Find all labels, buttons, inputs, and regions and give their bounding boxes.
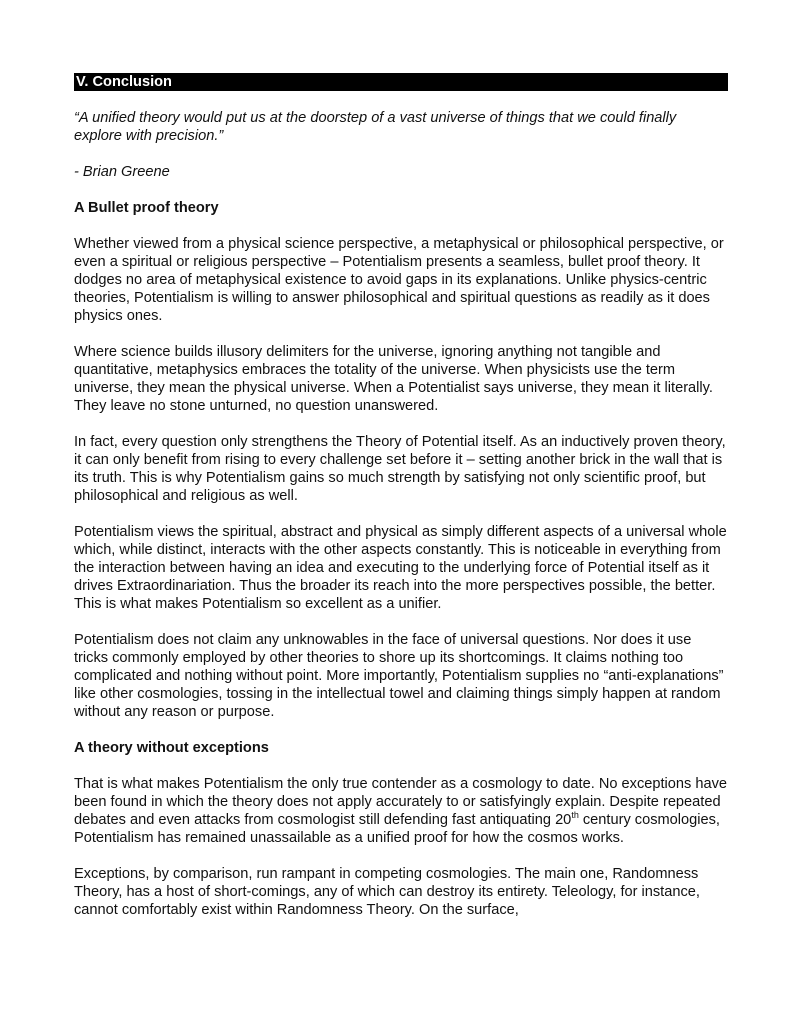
quote-attribution: - Brian Greene: [74, 164, 170, 180]
paragraph-6-text-b: century cosmologies, Potentialism has remained unassailable as a unified proof for how the cosmos works.: [74, 812, 720, 846]
paragraph-6-text-a: That is what makes Potentialism the only true contender as a cosmology to date. No exceptions have been found in which the theory does not apply accurately to or satisfyingly explain. Despite repeated debates and even attacks from cosmologist still defending fast antiquating 20: [74, 776, 728, 828]
subheading-without-exceptions: A theory without exceptions: [74, 740, 269, 756]
paragraph-1: Whether viewed from a physical science perspective, a metaphysical or philosophical perspective, or even a spiritual or religious perspective – Potentialism presents a seamless, bullet proof theory. It dodges no area of metaphysical existence to avoid gaps in its explanations. Unlike physics-centric theories, Potentialism is willing to answer philosophical and spiritual questions as readily as it does physics ones.: [74, 236, 724, 324]
paragraph-7: Exceptions, by comparison, run rampant in competing cosmologies. The main one, Randomness Theory, has a host of short-comings, any of which can destroy its entirety. Teleology, for instance, cannot comfortably exist within Randomness Theory. On the surface,: [74, 866, 700, 918]
epigraph-quote: “A unified theory would put us at the doorstep of a vast universe of things that we could finally explore with precision.”: [74, 110, 677, 144]
section-title: V. Conclusion: [74, 73, 728, 91]
document-page: [74, 73, 728, 919]
paragraph-6: [74, 775, 728, 847]
paragraph-2: Where science builds illusory delimiters for the universe, ignoring anything not tangible and quantitative, metaphysics embraces the totality of the universe. When physicists use the term universe, they mean the physical universe. When a Potentialist says universe, they mean it literally. They leave no stone unturned, no question unanswered.: [74, 344, 713, 414]
paragraph-5: Potentialism does not claim any unknowables in the face of universal questions. Nor does it use tricks commonly employed by other theories to shore up its shortcomings. It claims nothing too complicated and nothing without point. More importantly, Potentialism supplies no “anti-explanations” like other cosmologies, tossing in the intellectual towel and claiming things simply happen at random without any reason or purpose.: [74, 632, 724, 720]
paragraph-4: Potentialism views the spiritual, abstract and physical as simply different aspects of a universal whole which, while distinct, interacts with the other aspects constantly. This is noticeable in everything from the interaction between having an idea and executing to the underlying force of Potential itself as it drives Extraordinariation. Thus the broader its reach into the more perspectives possible, the better. This is what makes Potentialism so excellent as a unifier.: [74, 524, 727, 612]
ordinal-superscript: th: [571, 810, 579, 821]
subheading-bullet-proof: A Bullet proof theory: [74, 200, 219, 216]
paragraph-3: In fact, every question only strengthens the Theory of Potential itself. As an inductively proven theory, it can only benefit from rising to every challenge set before it – setting another brick in the wall that is its truth. This is why Potentialism gains so much strength by satisfying not only scientific proof, but philosophical and religious as well.: [74, 434, 726, 504]
